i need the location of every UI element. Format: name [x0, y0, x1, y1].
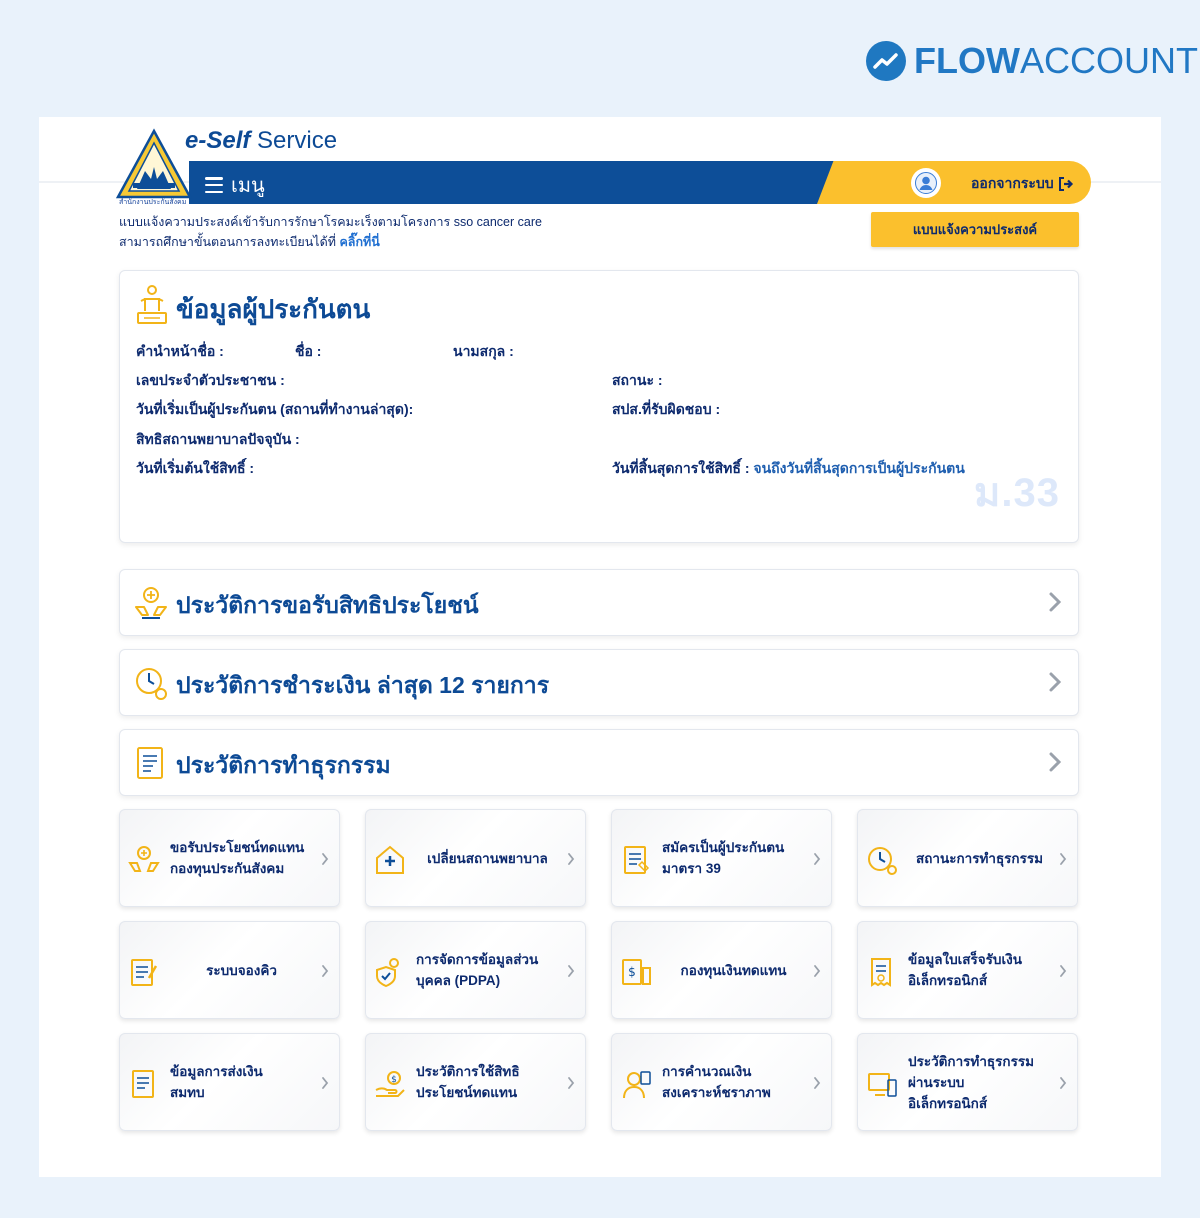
service-tile-label	[416, 810, 559, 906]
service-tile[interactable]	[611, 921, 832, 1019]
pdpa-shield-icon	[374, 956, 406, 988]
insured-start-date-label: วันที่เริ่มเป็นผู้ประกันตน (สถานที่ทำงานล่าสุด):	[136, 401, 414, 417]
compensation-fund-icon	[620, 956, 652, 988]
section-benefit-history-label: ประวัติการขอรับสิทธิประโยชน์	[176, 592, 479, 618]
chevron-right-icon	[567, 1076, 575, 1090]
right-start-date-label: วันที่เริ่มต้นใช้สิทธิ์ :	[136, 460, 255, 476]
service-tile-label-line1: กองทุนเงินทดแทน	[680, 962, 787, 978]
chevron-right-icon	[813, 1076, 821, 1090]
menu-button[interactable]	[205, 169, 265, 201]
notice-text	[119, 212, 542, 252]
service-tile-label	[170, 810, 313, 906]
service-tile-label-line1: การคำนวณเงิน	[662, 1064, 752, 1079]
sso-logo-icon	[115, 127, 193, 205]
citizen-id-label: เลขประจำตัวประชาชน :	[136, 372, 285, 388]
service-tile-label-line3: อิเล็กทรอนิกส์	[908, 1095, 988, 1111]
section-payment-history[interactable]	[119, 649, 1079, 716]
service-tile[interactable]	[365, 921, 586, 1019]
hamburger-icon	[205, 177, 223, 193]
service-tile-label-line1: สถานะการทำธุรกรรม	[915, 850, 1044, 866]
service-tile-label	[908, 1034, 1051, 1130]
first-name-label: ชื่อ :	[295, 343, 322, 359]
chevron-right-icon	[1048, 750, 1062, 774]
prefix-label: คำนำหน้าชื่อ :	[136, 343, 224, 359]
service-tile[interactable]	[857, 1033, 1078, 1131]
clock-payment-icon	[134, 665, 168, 701]
flowaccount-logo-icon	[866, 41, 906, 81]
service-tile[interactable]	[119, 809, 340, 907]
menu-label: เมนู	[231, 175, 265, 197]
logout-icon	[1058, 177, 1074, 191]
service-tile[interactable]	[119, 1033, 340, 1131]
responsible-office-label: สปส.ที่รับผิดชอบ :	[612, 401, 721, 417]
service-tile-label-line2: กองทุนประกันสังคม	[170, 861, 285, 876]
service-tile[interactable]	[611, 809, 832, 907]
click-here-link[interactable]: คลิ๊กที่นี่	[339, 235, 380, 249]
chevron-right-icon	[1059, 964, 1067, 978]
service-tile-label	[908, 922, 1051, 1018]
service-tile-label-line1: ระบบจองคิว	[206, 962, 277, 978]
service-tile-label	[416, 922, 559, 1018]
service-tile-label	[170, 1034, 313, 1130]
receipt-icon	[866, 956, 898, 988]
last-name-label: นามสกุล :	[453, 343, 514, 359]
service-tile[interactable]	[119, 921, 340, 1019]
benefit-usage-icon	[374, 1068, 406, 1100]
service-tile-label	[416, 1034, 559, 1130]
hands-benefit-icon	[134, 585, 168, 621]
logout-label: ออกจากระบบ	[971, 175, 1054, 191]
service-tile-label-line2: สงเคราะห์ชราภาพ	[662, 1085, 771, 1100]
electronic-devices-icon	[866, 1068, 898, 1100]
service-tile-label-line1: สมัครเป็นผู้ประกันตน	[662, 840, 785, 855]
service-tile-label-line2: ประโยชน์ทดแทน	[416, 1085, 518, 1100]
insured-info-title: ข้อมูลผู้ประกันตน	[176, 294, 371, 324]
service-tile[interactable]	[857, 921, 1078, 1019]
service-tile-label	[662, 922, 805, 1018]
chevron-right-icon	[567, 852, 575, 866]
svg-text:$: $	[628, 965, 636, 979]
section-transaction-history-label: ประวัติการทำธุรกรรม	[176, 752, 391, 778]
svg-text:$: $	[391, 1075, 397, 1085]
chevron-right-icon	[321, 852, 329, 866]
service-tile-label	[662, 1034, 805, 1130]
pension-calculation-icon	[620, 1068, 652, 1100]
service-tile[interactable]	[365, 1033, 586, 1131]
flowaccount-brand	[866, 40, 1198, 82]
sso-portal-panel	[39, 117, 1161, 1177]
service-tile-label-line2: อิเล็กทรอนิกส์	[908, 973, 988, 988]
chevron-right-icon	[321, 964, 329, 978]
logout-button[interactable]	[971, 173, 1074, 195]
chevron-right-icon	[813, 852, 821, 866]
section-benefit-history[interactable]	[119, 569, 1079, 636]
service-tile-label-line2: บุคคล (PDPA)	[416, 973, 501, 988]
section-33-badge: ม.33	[974, 471, 1060, 515]
status-label: สถานะ :	[612, 372, 663, 388]
chevron-right-icon	[1059, 852, 1067, 866]
flowaccount-wordmark: FLOWACCOUNT	[914, 40, 1198, 81]
service-tile-label-line2: สมทบ	[170, 1085, 205, 1100]
service-tile[interactable]	[611, 1033, 832, 1131]
service-tile-label-line1: เปลี่ยนสถานพยาบาล	[427, 850, 548, 866]
service-tile-label-line1: การจัดการข้อมูลส่วน	[416, 952, 539, 967]
notice-line-2: สามารถศึกษาขั้นตอนการลงทะเบียนได้ที่ คลิ๊กที่นี่	[119, 235, 380, 249]
application-form-icon	[620, 844, 652, 876]
navbar-blue	[189, 161, 859, 204]
section-transaction-history[interactable]	[119, 729, 1079, 796]
sso-logo-caption: สำนักงานประกันสังคม	[119, 199, 187, 206]
chevron-right-icon	[321, 1076, 329, 1090]
service-tile-label	[908, 810, 1051, 906]
user-avatar-icon[interactable]	[911, 168, 941, 198]
chevron-right-icon	[567, 964, 575, 978]
service-tile-label-line2: ผ่านระบบ	[908, 1074, 965, 1090]
contribution-document-icon	[128, 1068, 160, 1100]
clock-status-icon	[866, 844, 898, 876]
navbar	[189, 161, 1091, 204]
hands-benefit-icon	[128, 844, 160, 876]
service-tile-label-line1: ข้อมูลการส่งเงิน	[170, 1064, 263, 1079]
chevron-right-icon	[813, 964, 821, 978]
hospital-icon	[374, 844, 406, 876]
chevron-right-icon	[1048, 670, 1062, 694]
intent-form-button[interactable]: แบบแจ้งความประสงค์	[871, 212, 1079, 247]
app-title: e-Self Service	[185, 127, 338, 154]
service-tile[interactable]	[857, 809, 1078, 907]
service-tile-label-line1: ขอรับประโยชน์ทดแทน	[170, 840, 305, 855]
insured-person-icon	[136, 283, 168, 325]
current-hospital-label: สิทธิสถานพยาบาลปัจจุบัน :	[136, 431, 300, 447]
notice-line-1: แบบแจ้งความประสงค์เข้ารับการรักษาโรคมะเร็งตามโครงการ sso cancer care	[119, 215, 542, 229]
chevron-right-icon	[1059, 1076, 1067, 1090]
document-transaction-icon	[134, 745, 168, 781]
section-payment-history-label: ประวัติการชำระเงิน ล่าสุด 12 รายการ	[176, 672, 550, 698]
right-end-date-value: จนถึงวันที่สิ้นสุดการเป็นผู้ประกันตน	[749, 460, 965, 476]
service-tile-label-line1: ข้อมูลใบเสร็จรับเงิน	[908, 952, 1022, 967]
service-tile-label-line2: มาตรา 39	[662, 861, 721, 876]
service-tile[interactable]	[365, 809, 586, 907]
service-tile-label-line1: ประวัติการทำธุรกรรม	[908, 1053, 1034, 1069]
insured-info-card	[119, 270, 1079, 543]
chevron-right-icon	[1048, 590, 1062, 614]
service-tile-label	[170, 922, 313, 1018]
service-tile-label-line1: ประวัติการใช้สิทธิ	[416, 1064, 520, 1079]
queue-booking-icon	[128, 956, 160, 988]
service-tile-label	[662, 810, 805, 906]
right-end-date: วันที่สิ้นสุดการใช้สิทธิ์ : จนถึงวันที่สิ้นสุดการเป็นผู้ประกันตน	[612, 460, 965, 476]
